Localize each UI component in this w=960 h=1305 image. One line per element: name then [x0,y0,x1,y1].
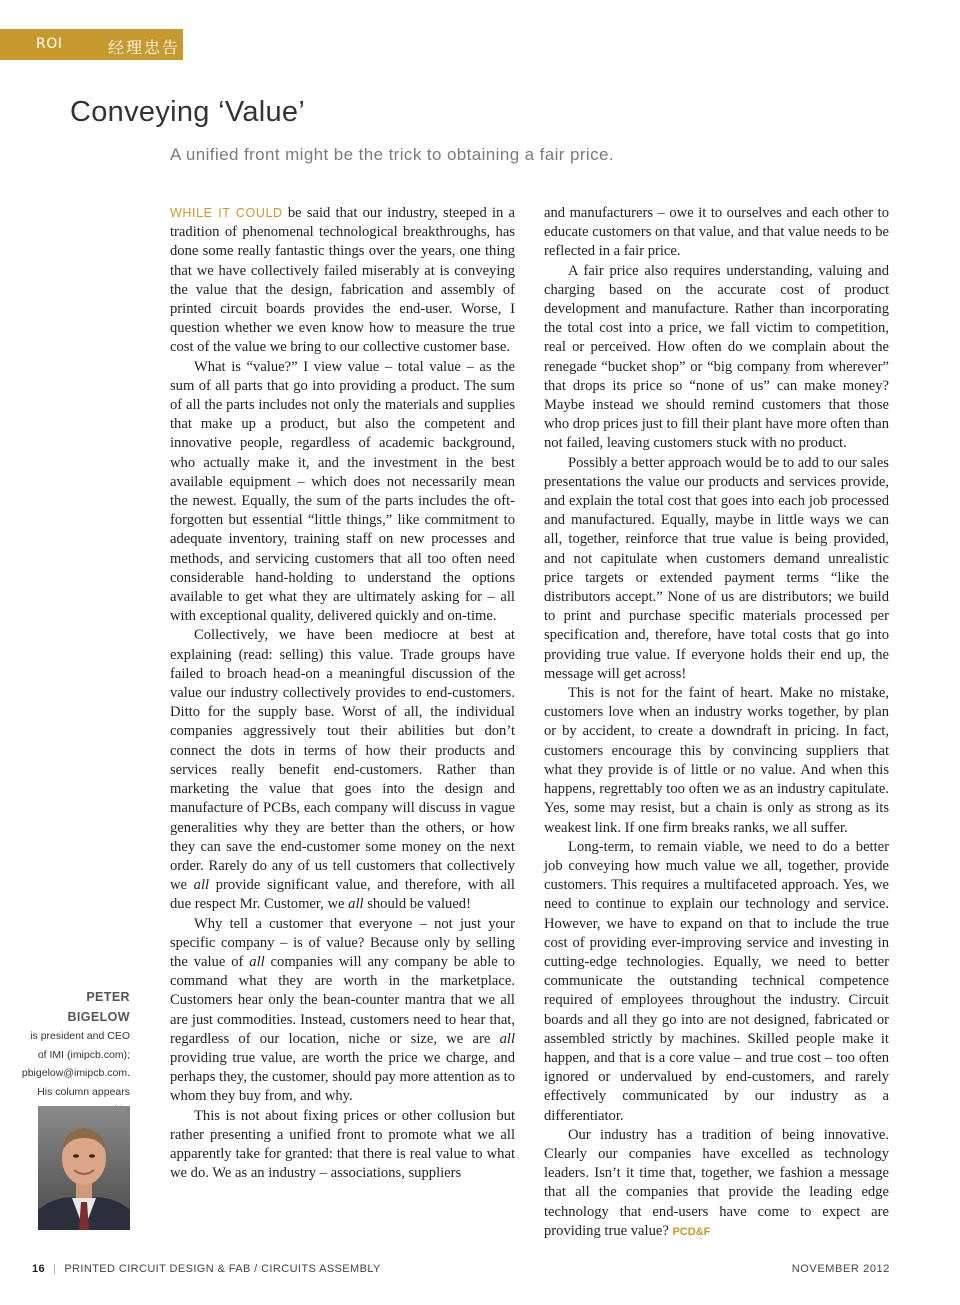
page-number: 16 [32,1263,46,1275]
paragraph: Possibly a better approach would be to add to our sales presentations the value our products and services provide, and explain the total cost that goes into each job processed and manufactured. Equally, maybe in little ways we can all, together, reinforce that true value is being provided, and not capitulate when customers demand unrealistic price targets or extended payment terms “like the distributors accept.” None of us are distributors; we build to print and purchase specific materials processed per specification and, therefore, have total costs that go into providing true value. If everyone holds their end up, the message will get across! [544,454,889,682]
publication-name: PRINTED CIRCUIT DESIGN & FAB / CIRCUITS ASSEMBLY [64,1263,381,1275]
paragraph: Collectively, we have been mediocre at best at explaining (read: selling) this value. Trade groups have failed to broach head-on a meaningful discussion of the value our industry collectively provides to end-customers. Ditto for the supply base. Worst of all, the individual companies aggressively tout their abilities but don’t connect the dots in terms of how their products and services really benefit end-customers. Rather than marketing the value that goes into the design and manufacture of PCBs, each company will discuss in vague generalities why they are better than the others, or how they can save the end-customer some money on the next order. Rarely do any of us tell customers that collectively we all provide significant value, and therefore, with all due respect Mr. Customer, we all should be valued! [170,627,515,913]
paragraph: and manufacturers – owe it to ourselves and each other to educate customers on that value, and that value needs to be reflected in a fair price. [544,205,889,260]
section-label-chinese: 经理忠告 [108,38,181,57]
paragraph: WHILE IT COULD be said that our industry, steeped in a tradition of phenomenal technological breakthroughs, has done some really fantastic things over the years, one thing that we have collectively failed miserably at is conveying the value that the design, fabrication and assembly of printed circuit boards provides the end-user. Worse, I question whether we even know how to measure the true cost of the value we bring to our collective customer base. [170,205,515,356]
footer-date: NOVEMBER 2012 [791,1263,890,1275]
paragraph: What is “value?” I view value – total value – as the sum of all parts that go into providing a product. The sum of all the parts includes not only the materials and supplies that make up a product, but also the competent and innovative people, regardless of academic background, who actually make it, and the investment in the best available equipment – which does not necessarily mean the newest. Equally, the sum of the parts includes the oft-forgotten but essential “little things,” like commitment to adequate inventory, training staff on new processes and methods, and servicing customers that all too often need considerable hand-holding to understand the options available to get what they are ultimately asking for – all with exceptional quality, delivered quickly and on-time. [170,358,515,625]
author-description: is president and CEO of IMI (imipcb.com); pbigelow@imipcb.com. His column appears [21,1030,130,1098]
section-label: ROI [36,36,63,52]
paragraph: This is not for the faint of heart. Make no mistake, customers love when an industry works together, by plan or by accident, to create a downdraft in pricing. In fact, customers encourage this by convincing suppliers that what they provide is of little or no value. And when this happens, regrettably too often we as an industry capitulate. Yes, some may resist, but a chain is only as strong as its weakest link. If one firm breaks ranks, we all suffer. [544,685,889,836]
author-photo [38,1106,130,1230]
article-subtitle: A unified front might be the trick to obtaining a fair price. [170,145,614,164]
paragraph: Why tell a customer that everyone – not just your specific company – is of value? Because only by selling the value of all companies will any company be able to command what they are worth in the marketplace. Customers hear only the bean-counter mantra that we all are just commodities. Instead, customers need to hear that, regardless of our location, niche or size, we are all providing true value, are worth the price we charge, and perhaps they, the customer, should pay more attention as to whom they buy from, and why. [170,915,515,1105]
article-title: Conveying ‘Value’ [70,96,306,128]
paragraph: Long-term, to remain viable, we need to do a better job conveying how much value we all, together, provide customers. This requires a multifaceted approach. Yes, we need to continue to explain our technology and service. However, we have to expand on that to include the true cost of providing ever-improving service and investing in cutting-edge technologies. Equally, we need to better communicate the outstanding technical competence required of employees throughout the industry. Circuit boards and all they go into are not designed, fabricated or assembled strictly by machines. Skilled people make it happen, and that is a core value – and true cost – too often ignored or undervalued by end-customers, and rarely effectively communicated by our industry as a differentiator. [544,838,889,1124]
lead-in: WHILE IT COULD [170,206,283,220]
paragraph: A fair price also requires understanding, valuing and charging based on the accurate cost of product development and manufacture. Rather than incorporating the total cost into a price, we fall victim to competition, real or perceived. How often do we complain about the renegade “bucket shop” or “big company from wherever” that drops its price so “none of us” can make money? Maybe instead we should remind customers that those who drop prices just to fill their plant have more often than not failed, leaving customers stuck with no product. [544,262,889,452]
author-name: PETER BIGELOW [67,990,130,1024]
footer-publication: 16 | PRINTED CIRCUIT DESIGN & FAB / CIRCUITS ASSEMBLY [32,1263,381,1275]
end-mark: PCD&F [672,1225,711,1238]
author-bio [20,987,130,1120]
paragraph: This is not about fixing prices or other collusion but rather presenting a unified front to promote what we all apparently take for granted: that there is real value to what we do. We as an industry – associations, suppliers [170,1107,515,1182]
section-tag [0,29,183,60]
paragraph: Our industry has a tradition of being innovative. Clearly our companies have excelled as technology leaders. Isn’t it time that, together, we fashion a message that all the companies that provide the leading edge technology that end-users have come to expect are providing true value? PCD&F [544,1126,889,1239]
article-column-1 [170,204,515,1183]
article-column-2 [544,204,889,1242]
